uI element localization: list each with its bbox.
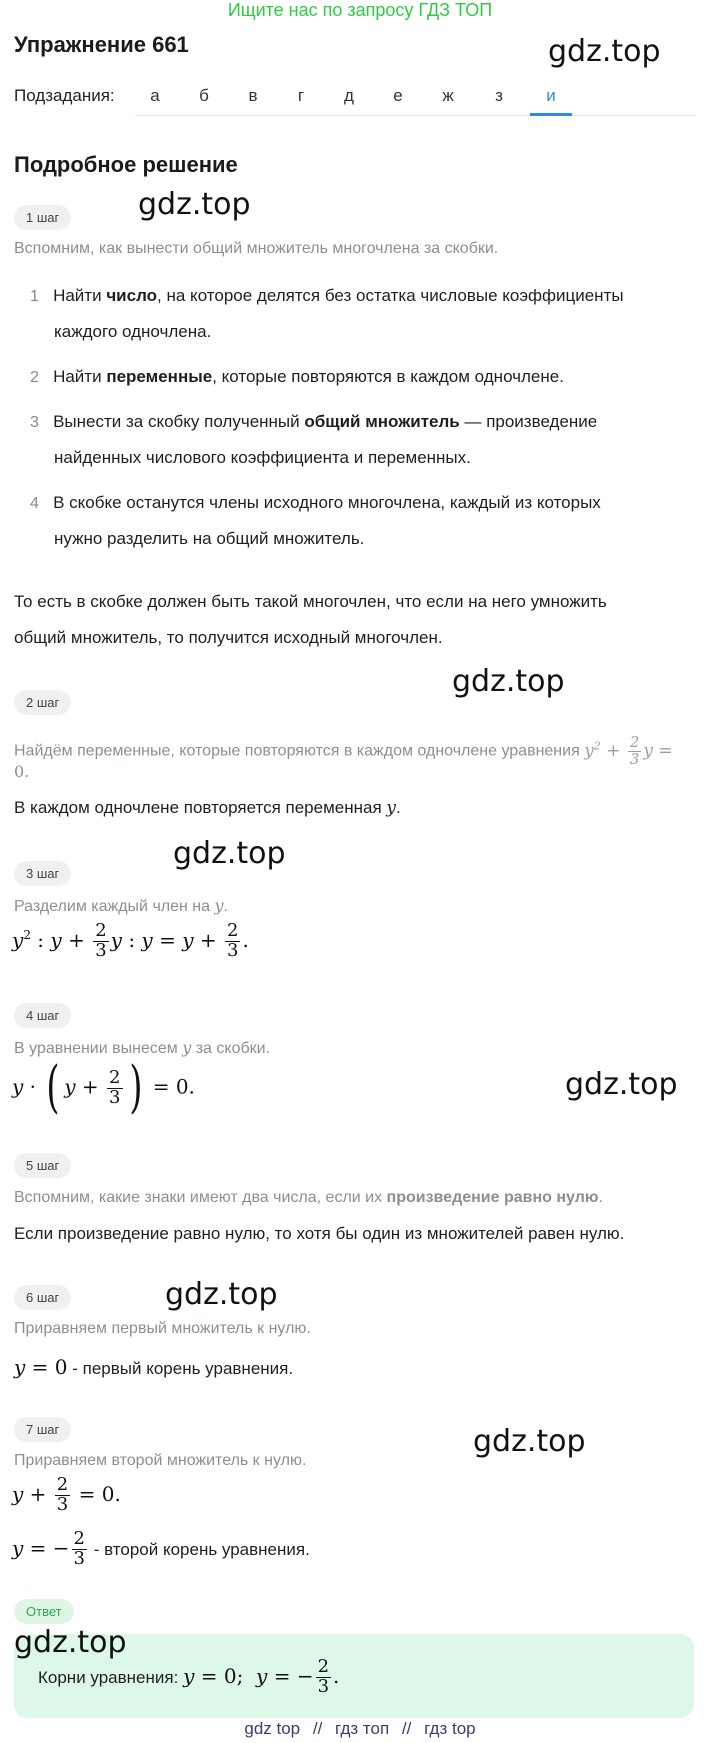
watermark: gdz.top <box>14 1625 127 1660</box>
step-badge: 3 шаг <box>14 861 71 886</box>
step-intro-bold: произведение равно нулю <box>386 1189 599 1206</box>
formula: y · ( y + $\frac{2}{3}$ ) = 0. <box>12 1055 195 1120</box>
step-text: Если произведение равно нулю, то хотя бы один из множителей равен нулю. <box>14 1224 625 1243</box>
list-text: , на которое делятся без остатка числовые коэффициенты <box>157 286 624 305</box>
footer-separator: // <box>312 1719 323 1738</box>
list-item <box>30 412 710 432</box>
step-intro-text: В уравнении вынесем <box>14 1040 178 1057</box>
answer-label: Корни уравнения: <box>38 1667 179 1687</box>
step-intro-text: Найдём переменные, которые повторяются в каждом одночлене уравнения <box>14 742 580 760</box>
tab-v[interactable]: в <box>248 86 258 105</box>
step-badge: 7 шаг <box>14 1417 71 1442</box>
step-text: y = 0 - первый корень уравнения. <box>14 1355 294 1379</box>
section-title: Подробное решение <box>14 152 238 177</box>
list-text: , которые повторяются в каждом одночлене. <box>212 367 564 386</box>
watermark: gdz.top <box>452 664 565 699</box>
tab-a[interactable]: а <box>150 86 160 105</box>
step-badge: 5 шаг <box>14 1153 71 1178</box>
tab-b[interactable]: б <box>199 86 209 105</box>
step-intro: Приравняем первый множитель к нулю. <box>14 1320 311 1337</box>
step-badge: 2 шаг <box>14 690 71 715</box>
footer-link[interactable]: гдз top <box>424 1719 476 1738</box>
list-number: 4 <box>30 495 39 512</box>
formula: $y^2$ : y + $\frac{2}{3}$ y : y = y + $\frac{2}{3}$ . <box>12 920 249 961</box>
step-intro-text: Разделим каждый член на <box>14 898 211 915</box>
tab-z[interactable]: з <box>495 86 503 105</box>
footer-links <box>0 1719 720 1739</box>
list-bold: число <box>106 286 158 305</box>
answer-badge: Ответ <box>14 1599 74 1624</box>
list-number: 3 <box>30 414 39 431</box>
list-text: В скобке останутся члены исходного многочлена, каждый из которых <box>53 493 601 512</box>
tab-d[interactable]: д <box>344 86 354 105</box>
tab-e[interactable]: е <box>393 86 403 105</box>
subtask-tabs <box>135 80 695 116</box>
list-item-cont: найденных числового коэффициента и переменных. <box>54 448 471 467</box>
footer-link[interactable]: гдз топ <box>335 1719 390 1738</box>
tab-i[interactable]: и <box>546 86 556 105</box>
step-intro: Вспомним, как вынести общий множитель многочлена за скобки. <box>14 240 499 257</box>
list-item <box>30 367 710 387</box>
list-item-cont: каждого одночлена. <box>54 322 212 341</box>
step-text-body: - первый корень уравнения. <box>72 1359 294 1378</box>
step-text: y = − $\frac{2}{3}$ - второй корень уравнения. <box>12 1528 310 1569</box>
summary-text: общий множитель, то получится исходный многочлен. <box>14 628 443 647</box>
step-intro-text: Вспомним, какие знаки имеют два числа, если их <box>14 1189 387 1206</box>
step-intro: В уравнении вынесем y за скобки. <box>14 1038 271 1057</box>
watermark: gdz.top <box>548 34 661 69</box>
footer-separator: // <box>401 1719 412 1738</box>
formula: y + $\frac{2}{3}$ = 0. <box>12 1474 121 1515</box>
subtasks-label: Подзадания: <box>14 86 115 105</box>
step-badge: 1 шаг <box>14 205 71 230</box>
watermark: gdz.top <box>165 1277 278 1312</box>
page-title: Упражнение 661 <box>14 32 189 57</box>
answer-text: Корни уравнения: y = 0; y = − $\frac{2}{3}$ . <box>38 1656 340 1697</box>
watermark: gdz.top <box>473 1424 586 1459</box>
step-badge: 6 шаг <box>14 1285 71 1310</box>
list-bold: общий множитель <box>304 412 460 431</box>
list-number: 2 <box>30 369 39 386</box>
step-text-body: В каждом одночлене повторяется переменная <box>14 798 382 817</box>
footer-link[interactable]: gdz top <box>244 1719 301 1738</box>
step-text: В каждом одночлене повторяется переменная y. <box>14 798 401 818</box>
list-item <box>30 493 710 513</box>
step-text-body: - второй корень уравнения. <box>93 1539 310 1559</box>
list-text: Найти <box>53 286 107 305</box>
list-item <box>30 286 710 306</box>
list-text: — произведение <box>459 412 598 431</box>
list-number: 1 <box>30 288 39 305</box>
step-intro-text: за скобки. <box>195 1040 271 1057</box>
tab-g[interactable]: г <box>297 86 305 105</box>
list-text: Найти <box>53 367 107 386</box>
step-intro: Вспомним, какие знаки имеют два числа, если их произведение равно нулю. <box>14 1189 603 1206</box>
list-bold: переменные <box>106 367 213 386</box>
watermark: gdz.top <box>173 836 286 871</box>
watermark: gdz.top <box>565 1067 678 1102</box>
step-badge: 4 шаг <box>14 1003 71 1028</box>
list-item-cont: нужно разделить на общий множитель. <box>54 529 365 548</box>
list-text: Вынести за скобку полученный <box>53 412 305 431</box>
tab-zh[interactable]: ж <box>442 86 454 105</box>
step-intro: Разделим каждый член на y. <box>14 896 228 915</box>
active-tab-indicator <box>530 113 572 116</box>
step-intro: Приравняем второй множитель к нулю. <box>14 1452 307 1469</box>
summary-text: То есть в скобке должен быть такой многочлен, что если на него умножить <box>14 592 607 611</box>
promo-banner[interactable]: Ищите нас по запросу ГДЗ ТОП <box>227 0 493 20</box>
step-intro: Найдём переменные, которые повторяются в каждом одночлене уравнения $y^2$ + $\frac{2}{3}$ y = <box>14 732 673 768</box>
watermark: gdz.top <box>138 187 251 222</box>
